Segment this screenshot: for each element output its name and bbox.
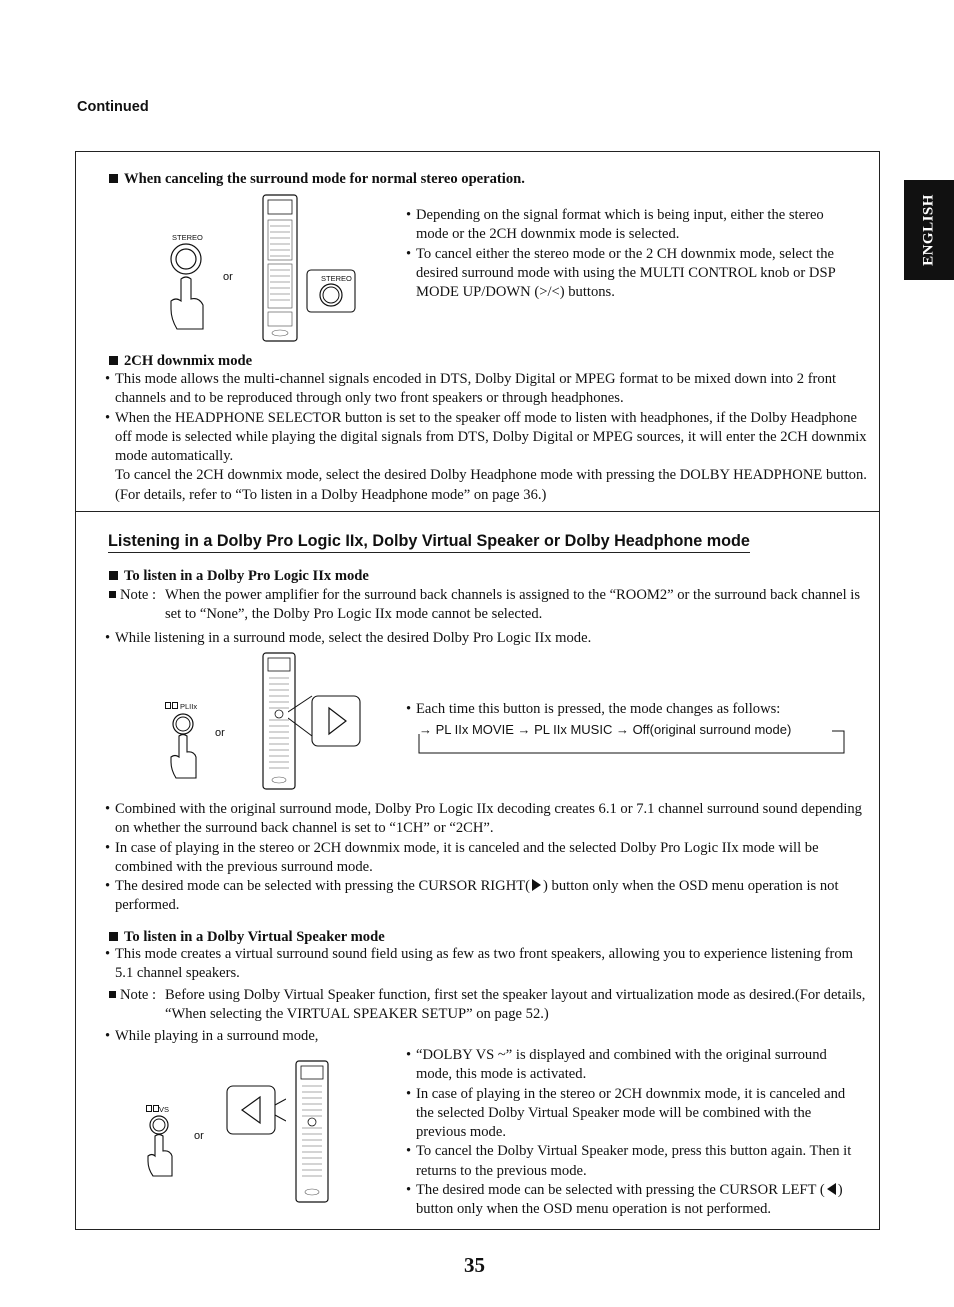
stereo-key-caption: STEREO [321, 274, 352, 283]
or-label: or [223, 271, 233, 283]
pl-figure [161, 652, 461, 792]
square-bullet-icon [109, 591, 116, 598]
downmix-note-1: • This mode allows the multi-channel signals encoded in DTS, Dolby Digital or MPEG format to be mixed down into 2 front channels and to be reproduced through only two front speakers or through headphones. [105, 370, 870, 409]
pl-cycle-sequence: → PL IIx MOVIE → PL IIx MUSIC → Off(original surround mode) [419, 722, 792, 737]
language-tab-label: ENGLISH [920, 194, 937, 266]
remote-control-icon [294, 1060, 332, 1205]
cursor-left-callout-icon [226, 1085, 286, 1135]
pl-note-text: When the power amplifier for the surround back channels is assigned to the “ROOM2” or the surround back channel is set to “None”, the Dolby Pro Logic IIx mode cannot be selected. [165, 587, 861, 623]
vs-intro: • This mode creates a virtual surround sound field using as few as two front speakers, allowing you to experience listening from 5.1 channel speakers. [105, 945, 870, 984]
downmix-notes [105, 370, 870, 505]
stereo-button-caption: STEREO [172, 233, 203, 242]
cursor-right-icon [532, 879, 541, 891]
square-bullet-icon [109, 571, 118, 580]
remote-control-icon [261, 194, 301, 344]
vs-note-label: Note : [120, 987, 157, 1003]
stereo-cancel-heading: When canceling the surround mode for normal stereo operation. [109, 171, 869, 188]
vs-playing: • While playing in a surround mode, [105, 1027, 405, 1046]
pl-intro: • While listening in a surround mode, select the desired Dolby Pro Logic IIx mode. [105, 629, 870, 648]
dolby-logo-icon [165, 702, 179, 710]
finger-press-pl-icon [166, 712, 206, 782]
or-label: or [215, 727, 225, 739]
vs-note-text: Before using Dolby Virtual Speaker function, first set the speaker layout and virtualization mode as desired.(For details, “When selecting the VIRTUAL SPEAKER SETUP” on page 52.) [165, 987, 866, 1023]
downmix-heading: 2CH downmix mode [109, 353, 252, 370]
square-bullet-icon [109, 991, 116, 998]
vs-heading: To listen in a Dolby Virtual Speaker mode [109, 929, 385, 946]
vs-detail-4: • The desired mode can be selected with pressing the CURSOR LEFT ( ) button only when the OSD menu operation is not performed. [406, 1181, 856, 1220]
cycle-loop-arrow-icon [418, 727, 848, 757]
stereo-note-2: • To cancel either the stereo mode or the 2 CH downmix mode, select the desired surround mode with using the MULTI CONTROL knob or DSP MODE UP/DOWN (>/<) buttons. [406, 245, 856, 303]
section-title: Listening in a Dolby Pro Logic IIx, Dolby Virtual Speaker or Dolby Headphone mode [108, 532, 750, 553]
dolby-modes-section [75, 510, 880, 1230]
vs-detail-3: • To cancel the Dolby Virtual Speaker mode, press this button again. Then it returns to the previous mode. [406, 1142, 856, 1181]
downmix-cancel-note: To cancel the 2CH downmix mode, select the desired Dolby Headphone mode with pressing the DOLBY HEADPHONE button.(For details, refer to “To listen in a Dolby Headphone mode” on page 36.) [115, 467, 867, 503]
pl-details [105, 800, 870, 916]
vs-figure [146, 1060, 386, 1205]
vs-detail-1: • “DOLBY VS ~” is displayed and combined with the original surround mode, this mode is activated. [406, 1046, 856, 1085]
finger-press-stereo-icon [161, 239, 211, 334]
page-number: 35 [464, 1253, 485, 1277]
pl-button-caption: PLIIx [180, 702, 198, 711]
square-bullet-icon [109, 174, 118, 183]
stereo-note-1: • Depending on the signal format which is being input, either the stereo mode or the 2CH downmix mode is selected. [406, 206, 856, 245]
or-label: or [194, 1130, 204, 1142]
cursor-right-callout-icon [288, 694, 364, 750]
pl-detail-1: • Combined with the original surround mode, Dolby Pro Logic IIx decoding creates 6.1 or 7.1 channel surround sound depending on whether the surround back channel is set to “1CH” or “2CH”. [105, 800, 870, 839]
downmix-note-2: • When the HEADPHONE SELECTOR button is set to the speaker off mode to listen with headphones, if the Dolby Headphone off mode is selected while playing the digital signals from DTS, Dolby Digital or MPEG sources, it will enter the 2CH downmix mode automatically. [105, 409, 870, 467]
cursor-left-icon [827, 1183, 836, 1195]
finger-press-vs-icon [146, 1114, 182, 1180]
square-bullet-icon [109, 356, 118, 365]
vs-detail-2: • In case of playing in the stereo or 2CH downmix mode, it is canceled and the selected Dolby Virtual Speaker mode will be combined with the previous mode. [406, 1085, 856, 1143]
continued-label: Continued [77, 99, 149, 115]
pl-detail-3: • The desired mode can be selected with pressing the CURSOR RIGHT( ) button only when the OSD menu operation is not performed. [105, 877, 870, 916]
pl-cycle-intro: • Each time this button is pressed, the mode changes as follows: [406, 700, 856, 719]
dolby-logo-icon [146, 1105, 160, 1113]
pl-heading: To listen in a Dolby Pro Logic IIx mode [109, 568, 369, 585]
vs-details [406, 1046, 856, 1220]
language-tab [904, 180, 954, 280]
square-bullet-icon [109, 932, 118, 941]
stereo-cancel-section [75, 151, 880, 512]
vs-note [109, 986, 869, 1025]
vs-button-caption: VS [159, 1105, 170, 1114]
stereo-cancel-notes [406, 206, 856, 302]
pl-note-label: Note : [120, 587, 157, 603]
pl-note [109, 586, 869, 625]
pl-detail-2: • In case of playing in the stereo or 2CH downmix mode, it is canceled and the selected Dolby Pro Logic IIx mode will be combined with the previous surround mode. [105, 839, 870, 878]
